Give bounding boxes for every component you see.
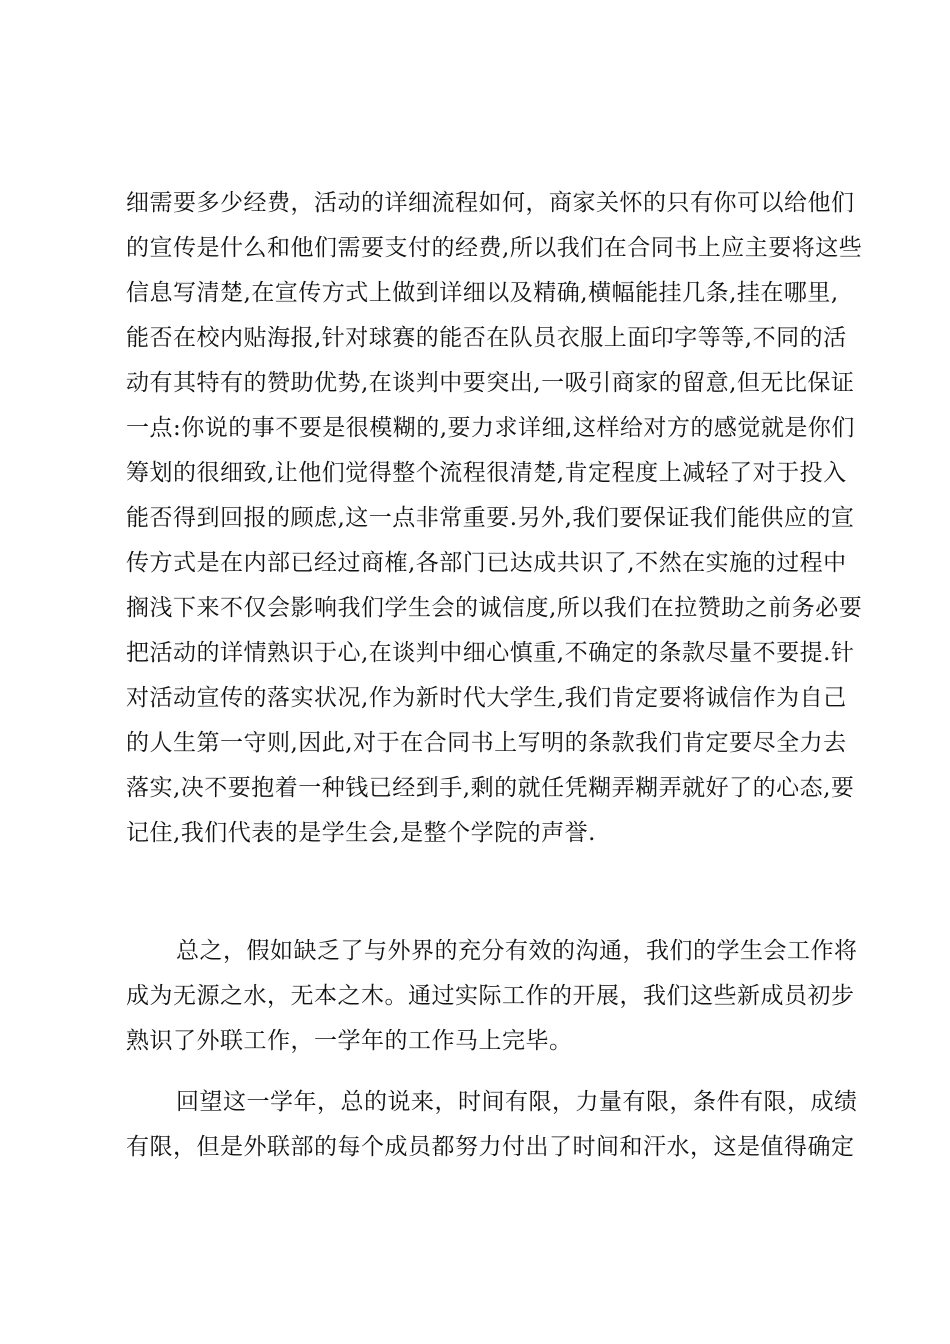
text-line: 回望这一学年，总的说来，时间有限，力量有限，条件有限，成绩 [176,1089,858,1115]
text-line: 一点:你说的事不要是很模糊的,要力求详细,这样给对方的感觉就是你们 [126,415,855,441]
paragraph-summary [126,929,858,1064]
text-line: 总之，假如缺乏了与外界的充分有效的沟通，我们的学生会工作将 [176,938,858,964]
text-line: 筹划的很细致,让他们觉得整个流程很清楚,肯定程度上减轻了对于投入 [126,460,847,486]
text-line: 信息写清楚,在宣传方式上做到详细以及精确,横幅能挂几条,挂在哪里, [126,280,839,306]
text-line: 落实,决不要抱着一种钱已经到手,剩的就任凭糊弄糊弄就好了的心态,要 [126,775,855,801]
text-line: 搁浅下来不仅会影响我们学生会的诚信度,所以我们在拉赞助之前务必要 [126,595,863,621]
paragraph-year-review [126,1080,858,1170]
text-line: 的宣传是什么和他们需要支付的经费,所以我们在合同书上应主要将这些 [126,235,863,261]
text-line: 细需要多少经费，活动的详细流程如何，商家关怀的只有你可以给他们 [126,190,855,216]
text-line: 动有其特有的赞助优势,在谈判中要突出,一吸引商家的留意,但无比保证 [126,370,855,396]
text-line: 记住,我们代表的是学生会,是整个学院的声誉. [126,820,596,846]
text-line: 对活动宣传的落实状况,作为新时代大学生,我们肯定要将诚信作为自己 [126,685,847,711]
text-line: 的人生第一守则,因此,对于在合同书上写明的条款我们肯定要尽全力去 [126,730,847,756]
text-line: 把活动的详情熟识于心,在谈判中细心慎重,不确定的条款尽量不要提.针 [126,640,855,666]
text-line: 有限，但是外联部的每个成员都努力付出了时间和汗水，这是值得确定 [126,1134,855,1160]
text-line: 熟识了外联工作，一学年的工作马上完毕。 [126,1028,573,1054]
text-line: 成为无源之水，无本之木。通过实际工作的开展，我们这些新成员初步 [126,983,855,1009]
text-line: 能否在校内贴海报,针对球赛的能否在队员衣服上面印字等等,不同的活 [126,325,847,351]
paragraph-sponsorship-details [126,181,863,856]
text-line: 传方式是在内部已经过商榷,各部门已达成共识了,不然在实施的过程中 [126,550,847,576]
text-line: 能否得到回报的顾虑,这一点非常重要.另外,我们要保证我们能供应的宣 [126,505,855,531]
